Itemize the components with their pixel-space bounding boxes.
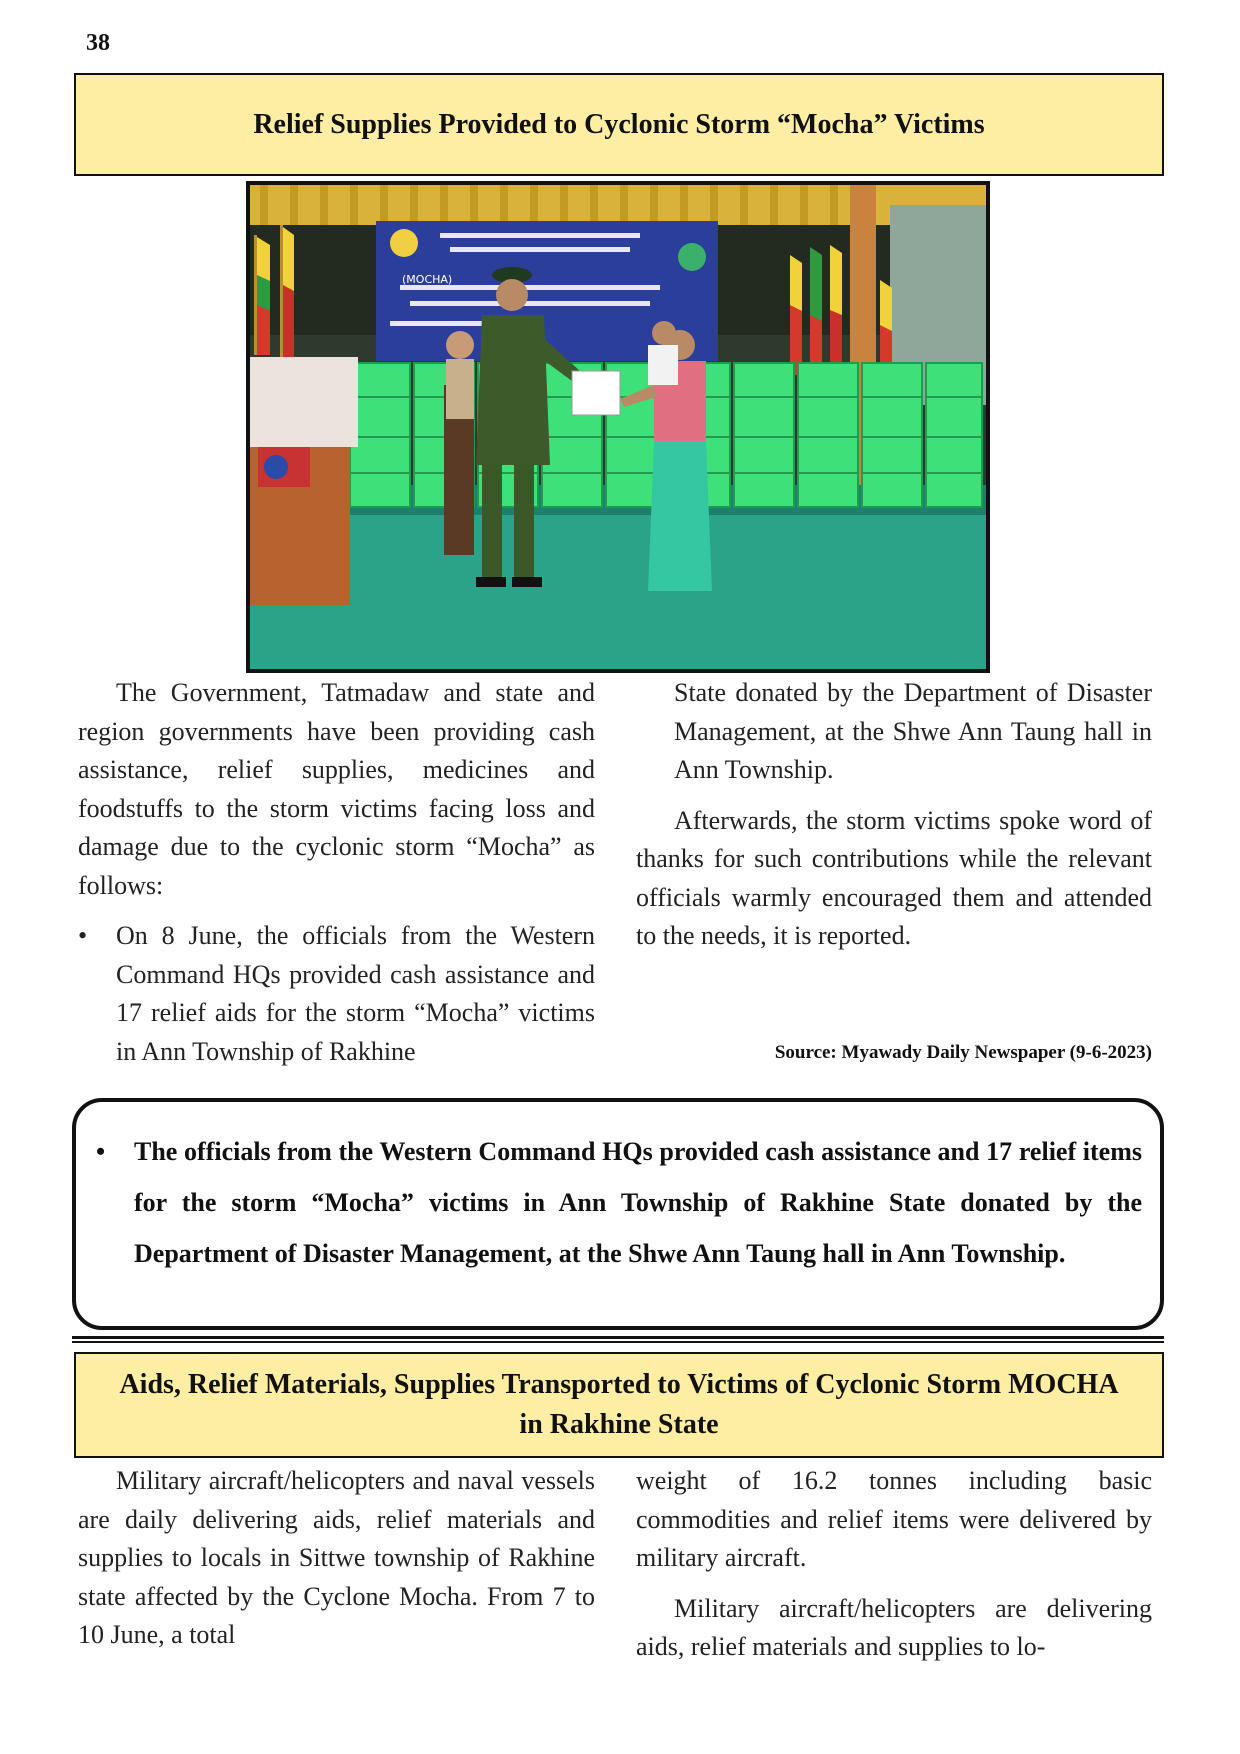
banner-text: (MOCHA): [402, 273, 453, 286]
section1-right-column: [636, 674, 1152, 956]
aircraft-paragraph-continued: weight of 16.2 tonnes including basic commodities and relief items were delivered by military aircraft.: [636, 1466, 1152, 1572]
bullet-icon: •: [78, 921, 88, 950]
bullet-continued-text: State donated by the Department of Disaster Management, at the Shwe Ann Taung hall in Ann Township.: [674, 678, 1152, 784]
bullet-item-western-command: [78, 917, 595, 1071]
photo-illustration: [250, 185, 986, 669]
source-citation: Source: Myawady Daily Newspaper (9-6-2023): [774, 1042, 1152, 1063]
section-divider: [72, 1336, 1164, 1339]
highlight-text: The officials from the Western Command HQs provided cash assistance and 17 relief items for the storm “Mocha” victims in Ann Township of Rakhine State donated by the Department of Disaster Management, at the Shwe Ann Taung hall in Ann Township.: [134, 1137, 1142, 1268]
section-title-text: Relief Supplies Provided to Cyclonic Storm “Mocha” Victims: [253, 108, 985, 140]
section-title-relief-supplies: [74, 73, 1164, 176]
bullet-text: On 8 June, the officials from the Western Command HQs provided cash assistance and 17 relief aids for the storm “Mocha” victims in Ann Township of Rakhine: [116, 921, 595, 1066]
section-title-aids-transported: [74, 1352, 1164, 1458]
intro-paragraph: The Government, Tatmadaw and state and region governments have been providing cash assistance, relief supplies, medicines and foodstuffs to the storm victims facing loss and damage due to the cyclonic storm “Mocha” as follows:: [78, 678, 595, 900]
section-title-text: Aids, Relief Materials, Supplies Transported to Victims of Cyclonic Storm MOCHA in Rakhine State: [119, 1369, 1119, 1440]
section-divider-thin: [72, 1341, 1164, 1343]
aircraft-paragraph: Military aircraft/helicopters and naval vessels are daily delivering aids, relief materials and supplies to locals in Sittwe township of Rakhine state affected by the Cyclone Mocha. From 7 to 10 June, a total: [78, 1466, 595, 1649]
bullet-icon: •: [96, 1137, 106, 1166]
section2-left-column: [78, 1462, 595, 1655]
highlight-summary-box: [72, 1098, 1164, 1330]
page-number: 38: [86, 30, 110, 56]
delivering-paragraph: Military aircraft/helicopters are delivering aids, relief materials and supplies to lo-: [636, 1593, 1152, 1661]
afterwards-paragraph: Afterwards, the storm victims spoke word of thanks for such contributions while the relevant officials warmly encouraged them and attended to the needs, it is reported.: [636, 805, 1152, 950]
section1-left-column: [78, 674, 595, 1071]
section2-right-column: [636, 1462, 1152, 1667]
relief-handover-photo: [246, 181, 990, 673]
